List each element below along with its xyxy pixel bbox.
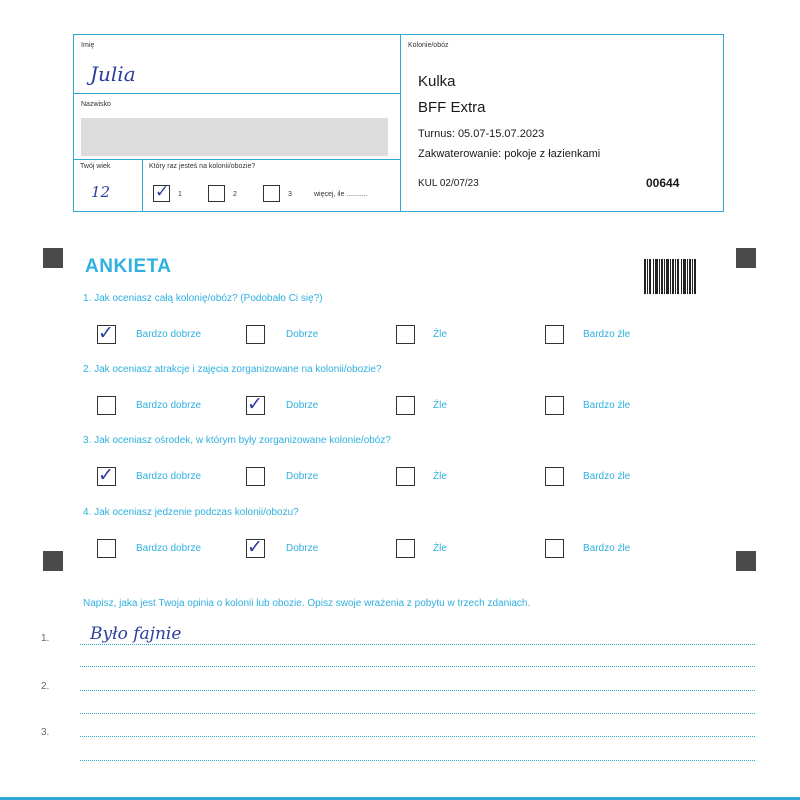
question-3-option-2-checkbox[interactable] <box>246 467 265 486</box>
ktory-raz-label: Który raz jesteś na kolonii/obozie? <box>149 163 256 170</box>
barcode-icon <box>644 259 696 294</box>
opinion-line-2a[interactable] <box>80 690 755 691</box>
question-4-option-3-checkbox[interactable] <box>396 539 415 558</box>
question-4-option-3-label: Źle <box>433 543 447 554</box>
question-4-option-1-checkbox[interactable] <box>97 539 116 558</box>
zakwaterowanie-text: Zakwaterowanie: pokoje z łazienkami <box>418 148 601 160</box>
code-text: KUL 02/07/23 <box>418 178 479 189</box>
question-1-option-1-label: Bardzo dobrze <box>136 329 202 340</box>
registration-marker-top-right <box>736 248 756 268</box>
imie-value[interactable]: Julia <box>90 62 136 86</box>
registration-marker-bottom-left <box>43 551 63 571</box>
visit-option-1-label: 1 <box>178 191 182 198</box>
wiek-label: Twój wiek <box>80 163 111 170</box>
program-name: BFF Extra <box>418 99 486 116</box>
question-3-text: 3. Jak oceniasz ośrodek, w którym były zorganizowane kolonie/obóz? <box>83 435 391 446</box>
question-2-check-mark: ✓ <box>247 394 263 415</box>
registration-marker-bottom-right <box>736 551 756 571</box>
question-3-option-4-label: Bardzo źle <box>583 471 631 482</box>
question-4-option-1-label: Bardzo dobrze <box>136 543 202 554</box>
opinion-instruction: Napisz, jaka jest Twoja opinia o kolonii lub obozie. Opisz swoje wrażenia z pobytu w trzech zdaniach. <box>83 598 531 609</box>
visit-option-3-checkbox[interactable] <box>263 185 280 202</box>
question-4-option-2-label: Dobrze <box>286 543 319 554</box>
question-3-option-1-label: Bardzo dobrze <box>136 471 202 482</box>
question-2-option-1-checkbox[interactable] <box>97 396 116 415</box>
question-1-option-2-label: Dobrze <box>286 329 319 340</box>
header-divider <box>400 35 401 212</box>
kolonia-label: Kolonie/obóz <box>408 42 449 49</box>
opinion-line-1a[interactable] <box>80 644 755 645</box>
opinion-answer-line-1[interactable]: Było fajnie <box>90 624 182 644</box>
header-box <box>73 34 724 212</box>
question-1-text: 1. Jak oceniasz całą kolonię/obóz? (Podobało Ci się?) <box>83 293 323 304</box>
opinion-line-1b[interactable] <box>80 666 755 667</box>
question-2-text: 2. Jak oceniasz atrakcje i zajęcia zorganizowane na kolonii/obozie? <box>83 364 382 375</box>
question-4-check-mark: ✓ <box>247 537 263 558</box>
kolonia-name: Kulka <box>418 73 456 90</box>
wiek-value[interactable]: 12 <box>91 183 111 201</box>
question-1-option-3-checkbox[interactable] <box>396 325 415 344</box>
opinion-line-3b[interactable] <box>80 760 755 761</box>
imie-divider <box>74 93 400 94</box>
registration-marker-top-left <box>43 248 63 268</box>
opinion-line-3a[interactable] <box>80 736 755 737</box>
question-4-option-4-label: Bardzo źle <box>583 543 631 554</box>
imie-label: Imię <box>81 42 95 49</box>
survey-title: ANKIETA <box>85 256 172 277</box>
nazwisko-label: Nazwisko <box>81 101 111 108</box>
wiek-divider <box>142 159 143 212</box>
question-1-option-3-label: Źle <box>433 329 447 340</box>
question-4-option-4-checkbox[interactable] <box>545 539 564 558</box>
question-1-option-4-checkbox[interactable] <box>545 325 564 344</box>
opinion-line-number-1: 1. <box>41 633 50 644</box>
wiecej-label[interactable]: więcej, ile ........... <box>314 191 368 198</box>
visit-option-3-label: 3 <box>288 191 292 198</box>
visit-option-1-check-mark: ✓ <box>155 182 170 201</box>
turnus-text: Turnus: 05.07-15.07.2023 <box>418 128 545 140</box>
question-3-option-3-label: Źle <box>433 471 447 482</box>
opinion-line-number-2: 2. <box>41 681 50 692</box>
nazwisko-redacted-field <box>81 118 388 156</box>
nazwisko-divider <box>74 159 400 160</box>
question-1-check-mark: ✓ <box>98 323 114 344</box>
question-1-option-2-checkbox[interactable] <box>246 325 265 344</box>
question-2-option-2-label: Dobrze <box>286 400 319 411</box>
form-number: 00644 <box>646 176 680 190</box>
question-3-option-3-checkbox[interactable] <box>396 467 415 486</box>
question-2-option-3-label: Źle <box>433 400 447 411</box>
question-2-option-1-label: Bardzo dobrze <box>136 400 202 411</box>
opinion-line-number-3: 3. <box>41 727 50 738</box>
question-2-option-4-label: Bardzo źle <box>583 400 631 411</box>
question-1-option-4-label: Bardzo źle <box>583 329 631 340</box>
question-2-option-3-checkbox[interactable] <box>396 396 415 415</box>
visit-option-2-label: 2 <box>233 191 237 198</box>
visit-option-2-checkbox[interactable] <box>208 185 225 202</box>
question-3-check-mark: ✓ <box>98 465 114 486</box>
question-3-option-4-checkbox[interactable] <box>545 467 564 486</box>
question-2-option-4-checkbox[interactable] <box>545 396 564 415</box>
question-4-text: 4. Jak oceniasz jedzenie podczas kolonii/obozu? <box>83 507 299 518</box>
opinion-line-2b[interactable] <box>80 713 755 714</box>
question-3-option-2-label: Dobrze <box>286 471 319 482</box>
